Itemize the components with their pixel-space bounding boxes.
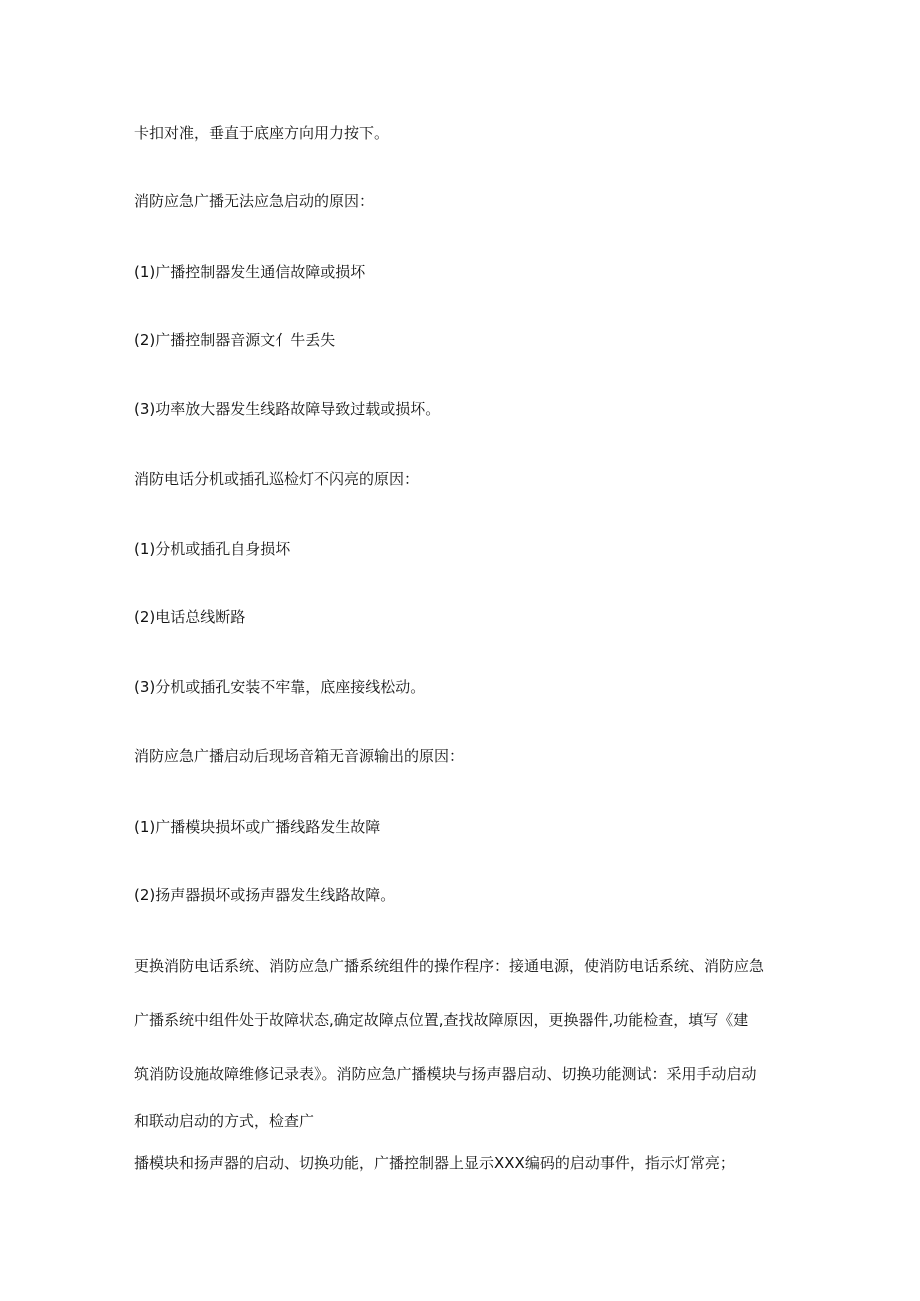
list-item: (3)功率放大器发生线路故障导致过载或损坏。: [134, 400, 441, 418]
paragraph-line: 筑消防设施故障维修记录表》。消防应急广播模块与扬声器启动、切换功能测试：采用手动启动: [134, 1065, 757, 1083]
paragraph-line: 和联动启动的方式，检查广: [134, 1112, 315, 1130]
list-item: (1)分机或插孔自身损坏: [134, 540, 291, 558]
list-item: (2)电话总线断路: [134, 608, 246, 626]
paragraph-line: 广播系统中组件处于故障状态,确定故障点位置,查找故障原因，更换器件,功能检查，填写《建: [134, 1011, 749, 1029]
text-line: 卡扣对准，垂直于底座方向用力按下。: [134, 124, 390, 142]
list-item: (1)广播控制器发生通信故障或损坏: [134, 263, 366, 281]
list-item: (2)广播控制器音源文亻牛丢失: [134, 331, 336, 349]
list-item: (3)分机或插孔安装不牢靠，底座接线松动。: [134, 678, 426, 696]
section-heading: 消防电话分机或插孔巡检灯不闪亮的原因：: [134, 470, 420, 488]
list-item: (1)广播模块损坏或广播线路发生故障: [134, 818, 381, 836]
list-item: (2)扬声器损坏或扬声器发生线路故障。: [134, 886, 396, 904]
paragraph-line: 更换消防电话系统、消防应急广播系统组件的操作程序：接通电源，使消防电话系统、消防应急: [134, 957, 765, 975]
section-heading: 消防应急广播启动后现场音箱无音源输出的原因：: [134, 747, 465, 765]
section-heading: 消防应急广播无法应急启动的原因：: [134, 192, 375, 210]
paragraph-line: 播模块和扬声器的启动、切换功能，广播控制器上显示XXX编码的启动事件，指示灯常亮；: [134, 1154, 735, 1172]
